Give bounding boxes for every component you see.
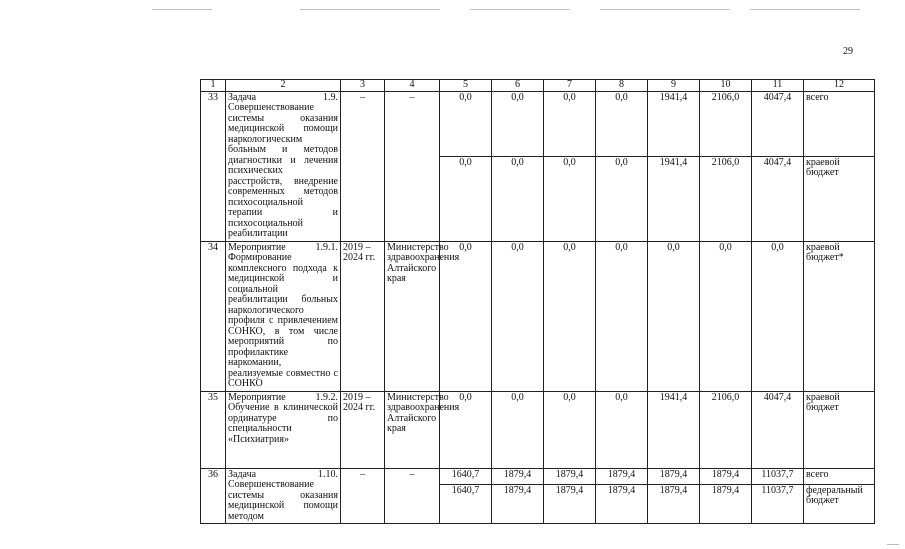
value-cell: 1640,7	[440, 484, 492, 523]
header-cell: 5	[440, 80, 492, 92]
executor: –	[385, 91, 440, 241]
value-cell: 1879,4	[492, 484, 544, 523]
header-cell: 2	[226, 80, 341, 92]
value-cell: 0,0	[492, 91, 544, 156]
value-cell: 1941,4	[648, 156, 700, 241]
value-cell: 0,0	[596, 156, 648, 241]
table-row	[201, 468, 875, 484]
period: 2019 – 2024 гг.	[341, 391, 385, 468]
value-cell: 2106,0	[700, 156, 752, 241]
value-cell: 1640,7	[440, 468, 492, 484]
budget-table	[200, 79, 875, 524]
value-cell: 0,0	[440, 391, 492, 468]
header-cell: 12	[804, 80, 875, 92]
header-cell: 9	[648, 80, 700, 92]
header-row	[201, 80, 875, 92]
value-cell: 1879,4	[544, 484, 596, 523]
value-cell: 1879,4	[648, 468, 700, 484]
header-cell: 6	[492, 80, 544, 92]
funding-source: краевой бюджет	[804, 156, 875, 241]
value-cell: 11037,7	[752, 484, 804, 523]
executor: Министерство здравоохранения Алтайского края	[385, 391, 440, 468]
row-number: 34	[201, 241, 226, 391]
scan-artifact	[600, 9, 730, 10]
value-cell: 2106,0	[700, 91, 752, 156]
table-row	[201, 391, 875, 468]
value-cell: 0,0	[440, 91, 492, 156]
value-cell: 11037,7	[752, 468, 804, 484]
header-cell: 8	[596, 80, 648, 92]
page-number: 29	[843, 46, 853, 57]
value-cell: 1879,4	[492, 468, 544, 484]
value-cell: 0,0	[440, 156, 492, 241]
value-cell: 0,0	[700, 241, 752, 391]
header-cell: 3	[341, 80, 385, 92]
header-cell: 1	[201, 80, 226, 92]
value-cell: 0,0	[544, 156, 596, 241]
value-cell: 4047,4	[752, 156, 804, 241]
value-cell: 1941,4	[648, 391, 700, 468]
measure-name: Задача 1.10. Совершенствование системы оказания медицинской помощи методом	[226, 468, 341, 524]
measure-name: Мероприятие 1.9.1. Формирование комплексного подхода к медицинской и социальной реабилитации больных наркологического профиля с привлечением СОНКО, в том числе мероприятий по профилактике наркомании, реализуемые совместно с СОНКО	[226, 241, 341, 391]
scan-artifact	[887, 544, 899, 545]
header-cell: 4	[385, 80, 440, 92]
header-cell: 7	[544, 80, 596, 92]
period: –	[341, 91, 385, 241]
table-row	[201, 241, 875, 391]
row-number: 35	[201, 391, 226, 468]
value-cell: 1879,4	[596, 468, 648, 484]
funding-source: федеральный бюджет	[804, 484, 875, 523]
value-cell: 1879,4	[700, 484, 752, 523]
value-cell: 1879,4	[648, 484, 700, 523]
value-cell: 4047,4	[752, 391, 804, 468]
scan-artifact	[470, 9, 570, 10]
value-cell: 1941,4	[648, 91, 700, 156]
value-cell: 0,0	[492, 156, 544, 241]
value-cell: 0,0	[544, 241, 596, 391]
value-cell: 0,0	[648, 241, 700, 391]
value-cell: 0,0	[440, 241, 492, 391]
scan-artifact	[750, 9, 860, 10]
value-cell: 0,0	[752, 241, 804, 391]
value-cell: 0,0	[492, 241, 544, 391]
value-cell: 0,0	[596, 91, 648, 156]
value-cell: 0,0	[544, 91, 596, 156]
value-cell: 0,0	[596, 241, 648, 391]
value-cell: 1879,4	[544, 468, 596, 484]
row-number: 33	[201, 91, 226, 241]
period: 2019 – 2024 гг.	[341, 241, 385, 391]
value-cell: 0,0	[596, 391, 648, 468]
funding-source: краевой бюджет*	[804, 241, 875, 391]
scan-artifact	[152, 9, 212, 10]
row-number: 36	[201, 468, 226, 524]
value-cell: 2106,0	[700, 391, 752, 468]
period: –	[341, 468, 385, 524]
header-cell: 10	[700, 80, 752, 92]
table-row	[201, 91, 875, 156]
value-cell: 1879,4	[596, 484, 648, 523]
value-cell: 0,0	[544, 391, 596, 468]
scan-artifact	[300, 9, 440, 10]
funding-source: всего	[804, 91, 875, 156]
executor: Министерство здравоохранения Алтайского края	[385, 241, 440, 391]
funding-source: краевой бюджет	[804, 391, 875, 468]
value-cell: 4047,4	[752, 91, 804, 156]
header-cell: 11	[752, 80, 804, 92]
executor: –	[385, 468, 440, 524]
measure-name: Мероприятие 1.9.2. Обучение в клинической ординатуре по специальности «Психиатрия»	[226, 391, 341, 468]
funding-source: всего	[804, 468, 875, 484]
measure-name: Задача 1.9. Совершенствование системы оказания медицинской помощи наркологическим больным и методов диагностики и лечения психических расстройств, внедрение современных методов психосоциальной терапии и психосоциальной реабилитации	[226, 91, 341, 241]
value-cell: 1879,4	[700, 468, 752, 484]
value-cell: 0,0	[492, 391, 544, 468]
